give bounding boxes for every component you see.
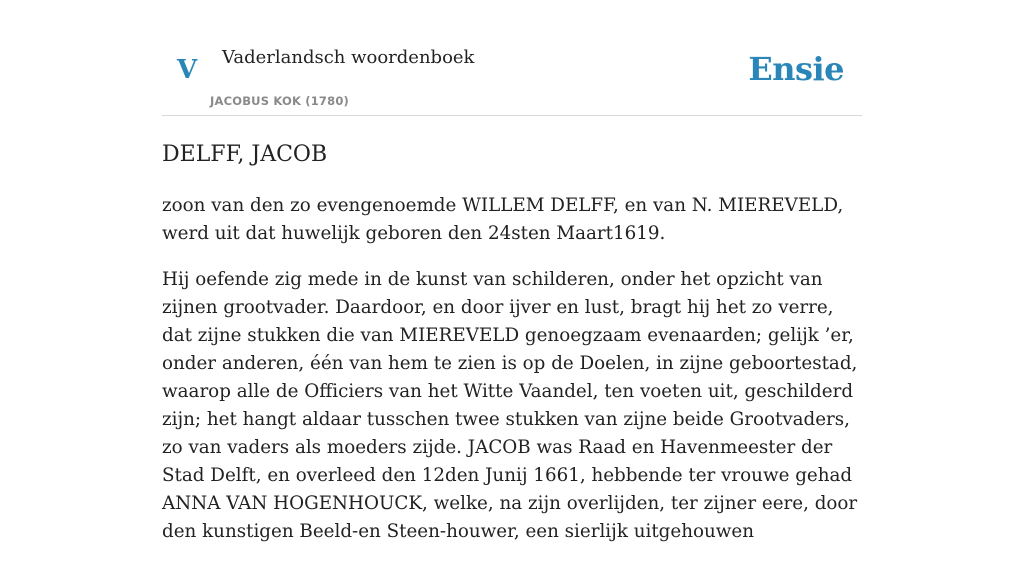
entry-paragraph-2: Hij oefende zig mede in de kunst van schilderen, onder het opzicht van zijnen grootvader. Daardoor, en door ijver en lust, bragt hij het zo verre, dat zijne stukken die van MIEREVELD genoegzaam evenaarden; gelijk ’er, onder anderen, één van hem te zien is op de Doelen, in zijne geboortestad, waarop alle de Officiers van het Witte Vaandel, ten voeten uit, geschilderd zijn; het hangt aldaar tusschen twee stukken van zijne beide Grootvaders, zo van vaders als moeders zijde. JACOB was Raad en Havenmeester der Stad Delft, en overleed den 12den Junij 1661, hebbende ter vrouwe gehad ANNA VAN HOGENHOUCK, welke, na zijn overlijden, ter zijner eere, door den kunstigen Beeld-en Steen-houwer, een sierlijk uitgehouwen [162, 269, 858, 542]
entry-body [162, 192, 862, 564]
entry-title: DELFF, JACOB [162, 142, 328, 167]
book-author: JACOBUS KOK (1780) [210, 94, 349, 108]
book-header [162, 0, 862, 116]
book-title-link[interactable]: Vaderlandsch woordenboek [222, 47, 475, 68]
ensie-logo[interactable]: Ensie [748, 50, 844, 88]
content-column [162, 0, 862, 542]
book-letter-mark[interactable]: V [177, 55, 198, 85]
entry-paragraph-1: zoon van den zo evengenoemde WILLEM DELFF, en van N. MIEREVELD, werd uit dat huwelijk geboren den 24sten Maart1619. [162, 195, 844, 244]
